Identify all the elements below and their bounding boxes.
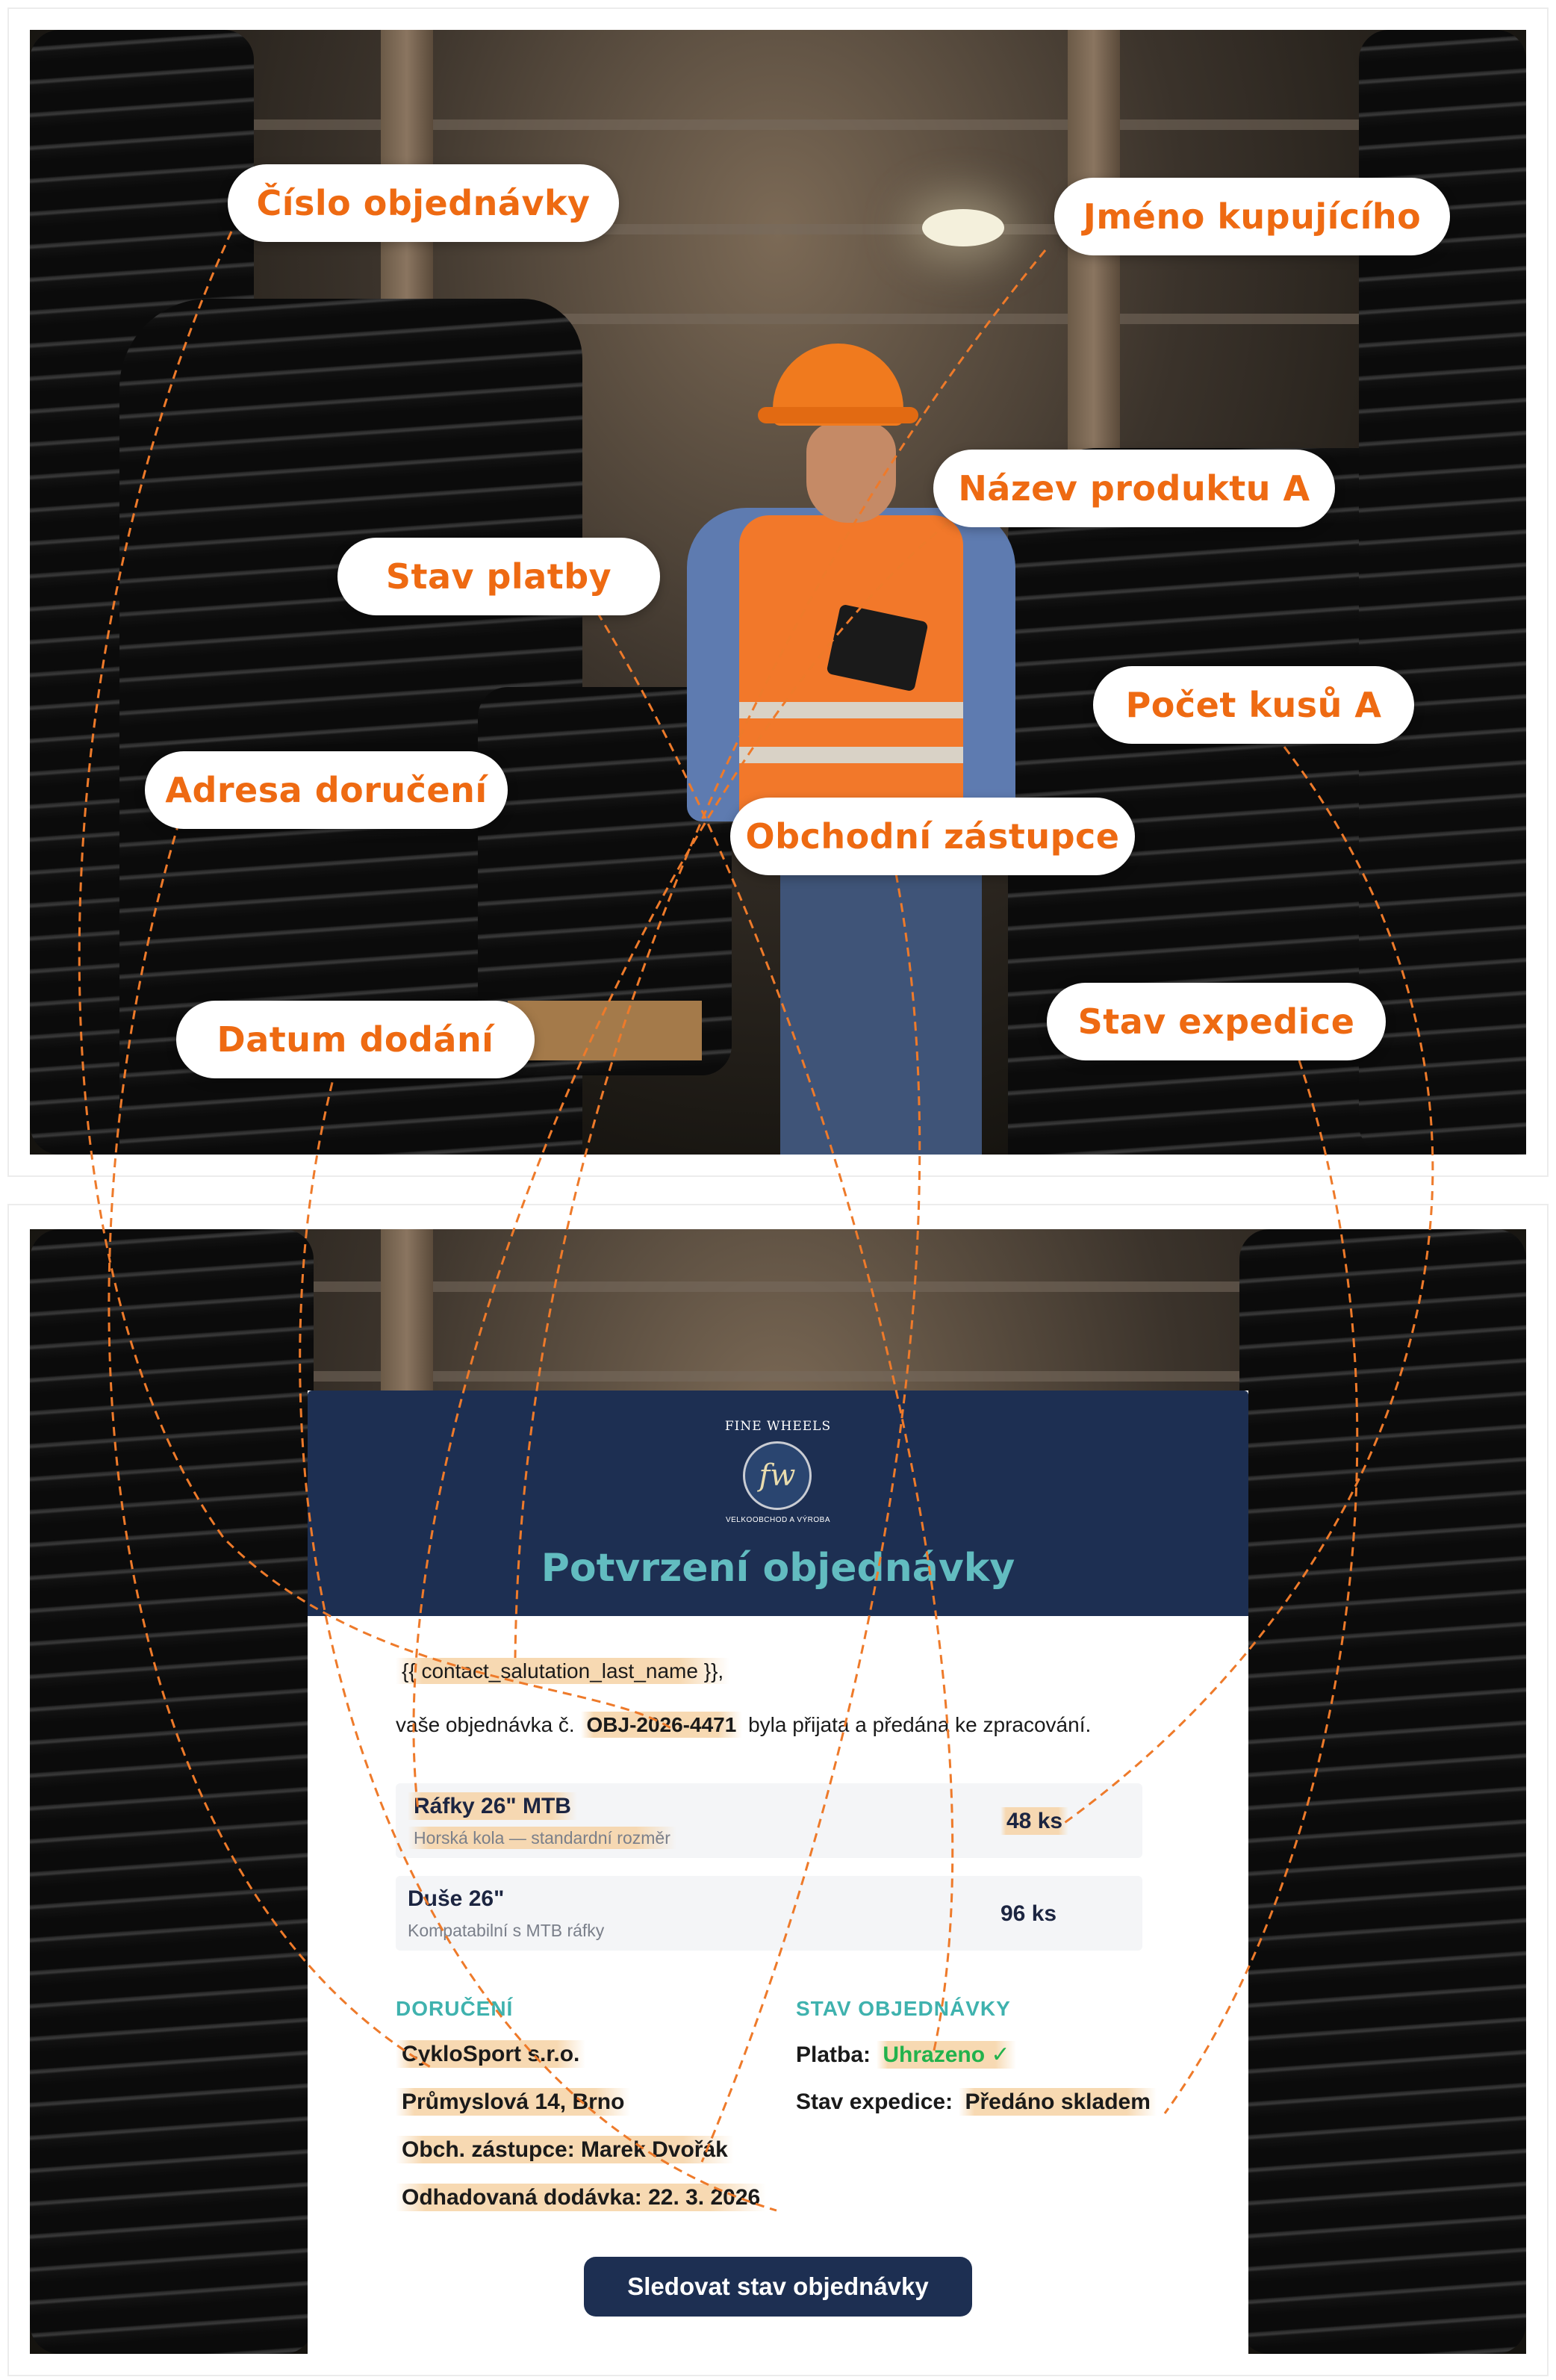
pallet	[508, 1001, 702, 1060]
callout-order-number: Číslo objednávky	[228, 164, 619, 242]
order-number: OBJ-2026-4471	[581, 1712, 743, 1738]
callout-payment-status: Stav platby	[337, 538, 660, 615]
product-row	[396, 1876, 1142, 1951]
payment-label: Platba:	[796, 2042, 871, 2067]
product-qty: 48 ks	[1000, 1807, 1068, 1835]
payment-status	[796, 2042, 1016, 2068]
callout-delivery-date: Datum dodání	[176, 1001, 535, 1078]
callout-shipping-status: Stav expedice	[1047, 983, 1386, 1060]
payment-value: Uhrazeno ✓	[877, 2041, 1015, 2069]
ceiling-lamp	[922, 209, 1004, 246]
intro-suffix: byla přijata a předána ke zpracování.	[748, 1713, 1092, 1736]
callout-quantity: Počet kusů A	[1093, 666, 1414, 744]
brand-tagline: VELKOOBCHOD A VÝROBA	[725, 1516, 831, 1524]
shipping-label: Stav expedice:	[796, 2090, 953, 2114]
product-row	[396, 1783, 1142, 1858]
product-qty: 96 ks	[1000, 1901, 1057, 1926]
email-card	[308, 1391, 1248, 2354]
status-heading: STAV OBJEDNÁVKY	[796, 1997, 1011, 2020]
shipping-value: Předáno skladem	[959, 2088, 1156, 2116]
delivery-company: CykloSport s.r.o.	[396, 2040, 585, 2068]
callout-sales-rep: Obchodní zástupce	[730, 798, 1135, 875]
delivery-eta: Odhadovaná dodávka: 22. 3. 2026	[396, 2184, 766, 2211]
email-title: Potvrzení objednávky	[541, 1546, 1015, 1591]
shipping-status	[796, 2090, 1157, 2115]
product-desc: Kompatabilní s MTB ráfky	[408, 1921, 605, 1940]
track-order-button[interactable]: Sledovat stav objednávky	[584, 2257, 972, 2317]
intro-prefix: vaše objednávka č.	[396, 1713, 575, 1736]
product-name: Ráfky 26" MTB	[408, 1792, 577, 1820]
delivery-heading: DORUČENÍ	[396, 1997, 514, 2020]
delivery-address: Průmyslová 14, Brno	[396, 2088, 630, 2116]
callout-delivery-address: Adresa doručení	[145, 751, 508, 829]
intro-line	[396, 1713, 1091, 1737]
product-name: Duše 26"	[408, 1886, 505, 1911]
callout-product-name: Název produktu A	[933, 450, 1335, 527]
product-desc: Horská kola — standardní rozměr	[408, 1827, 676, 1849]
brand-name: FINE WHEELS	[724, 1419, 832, 1434]
salutation-text: {{ contact_salutation_last_name }},	[396, 1658, 729, 1684]
sales-rep: Obch. zástupce: Marek Dvořák	[396, 2136, 734, 2163]
callout-buyer-name: Jméno kupujícího	[1054, 178, 1450, 255]
logo-icon: fw	[743, 1441, 812, 1510]
salutation	[396, 1659, 729, 1683]
email-header	[308, 1391, 1248, 1616]
